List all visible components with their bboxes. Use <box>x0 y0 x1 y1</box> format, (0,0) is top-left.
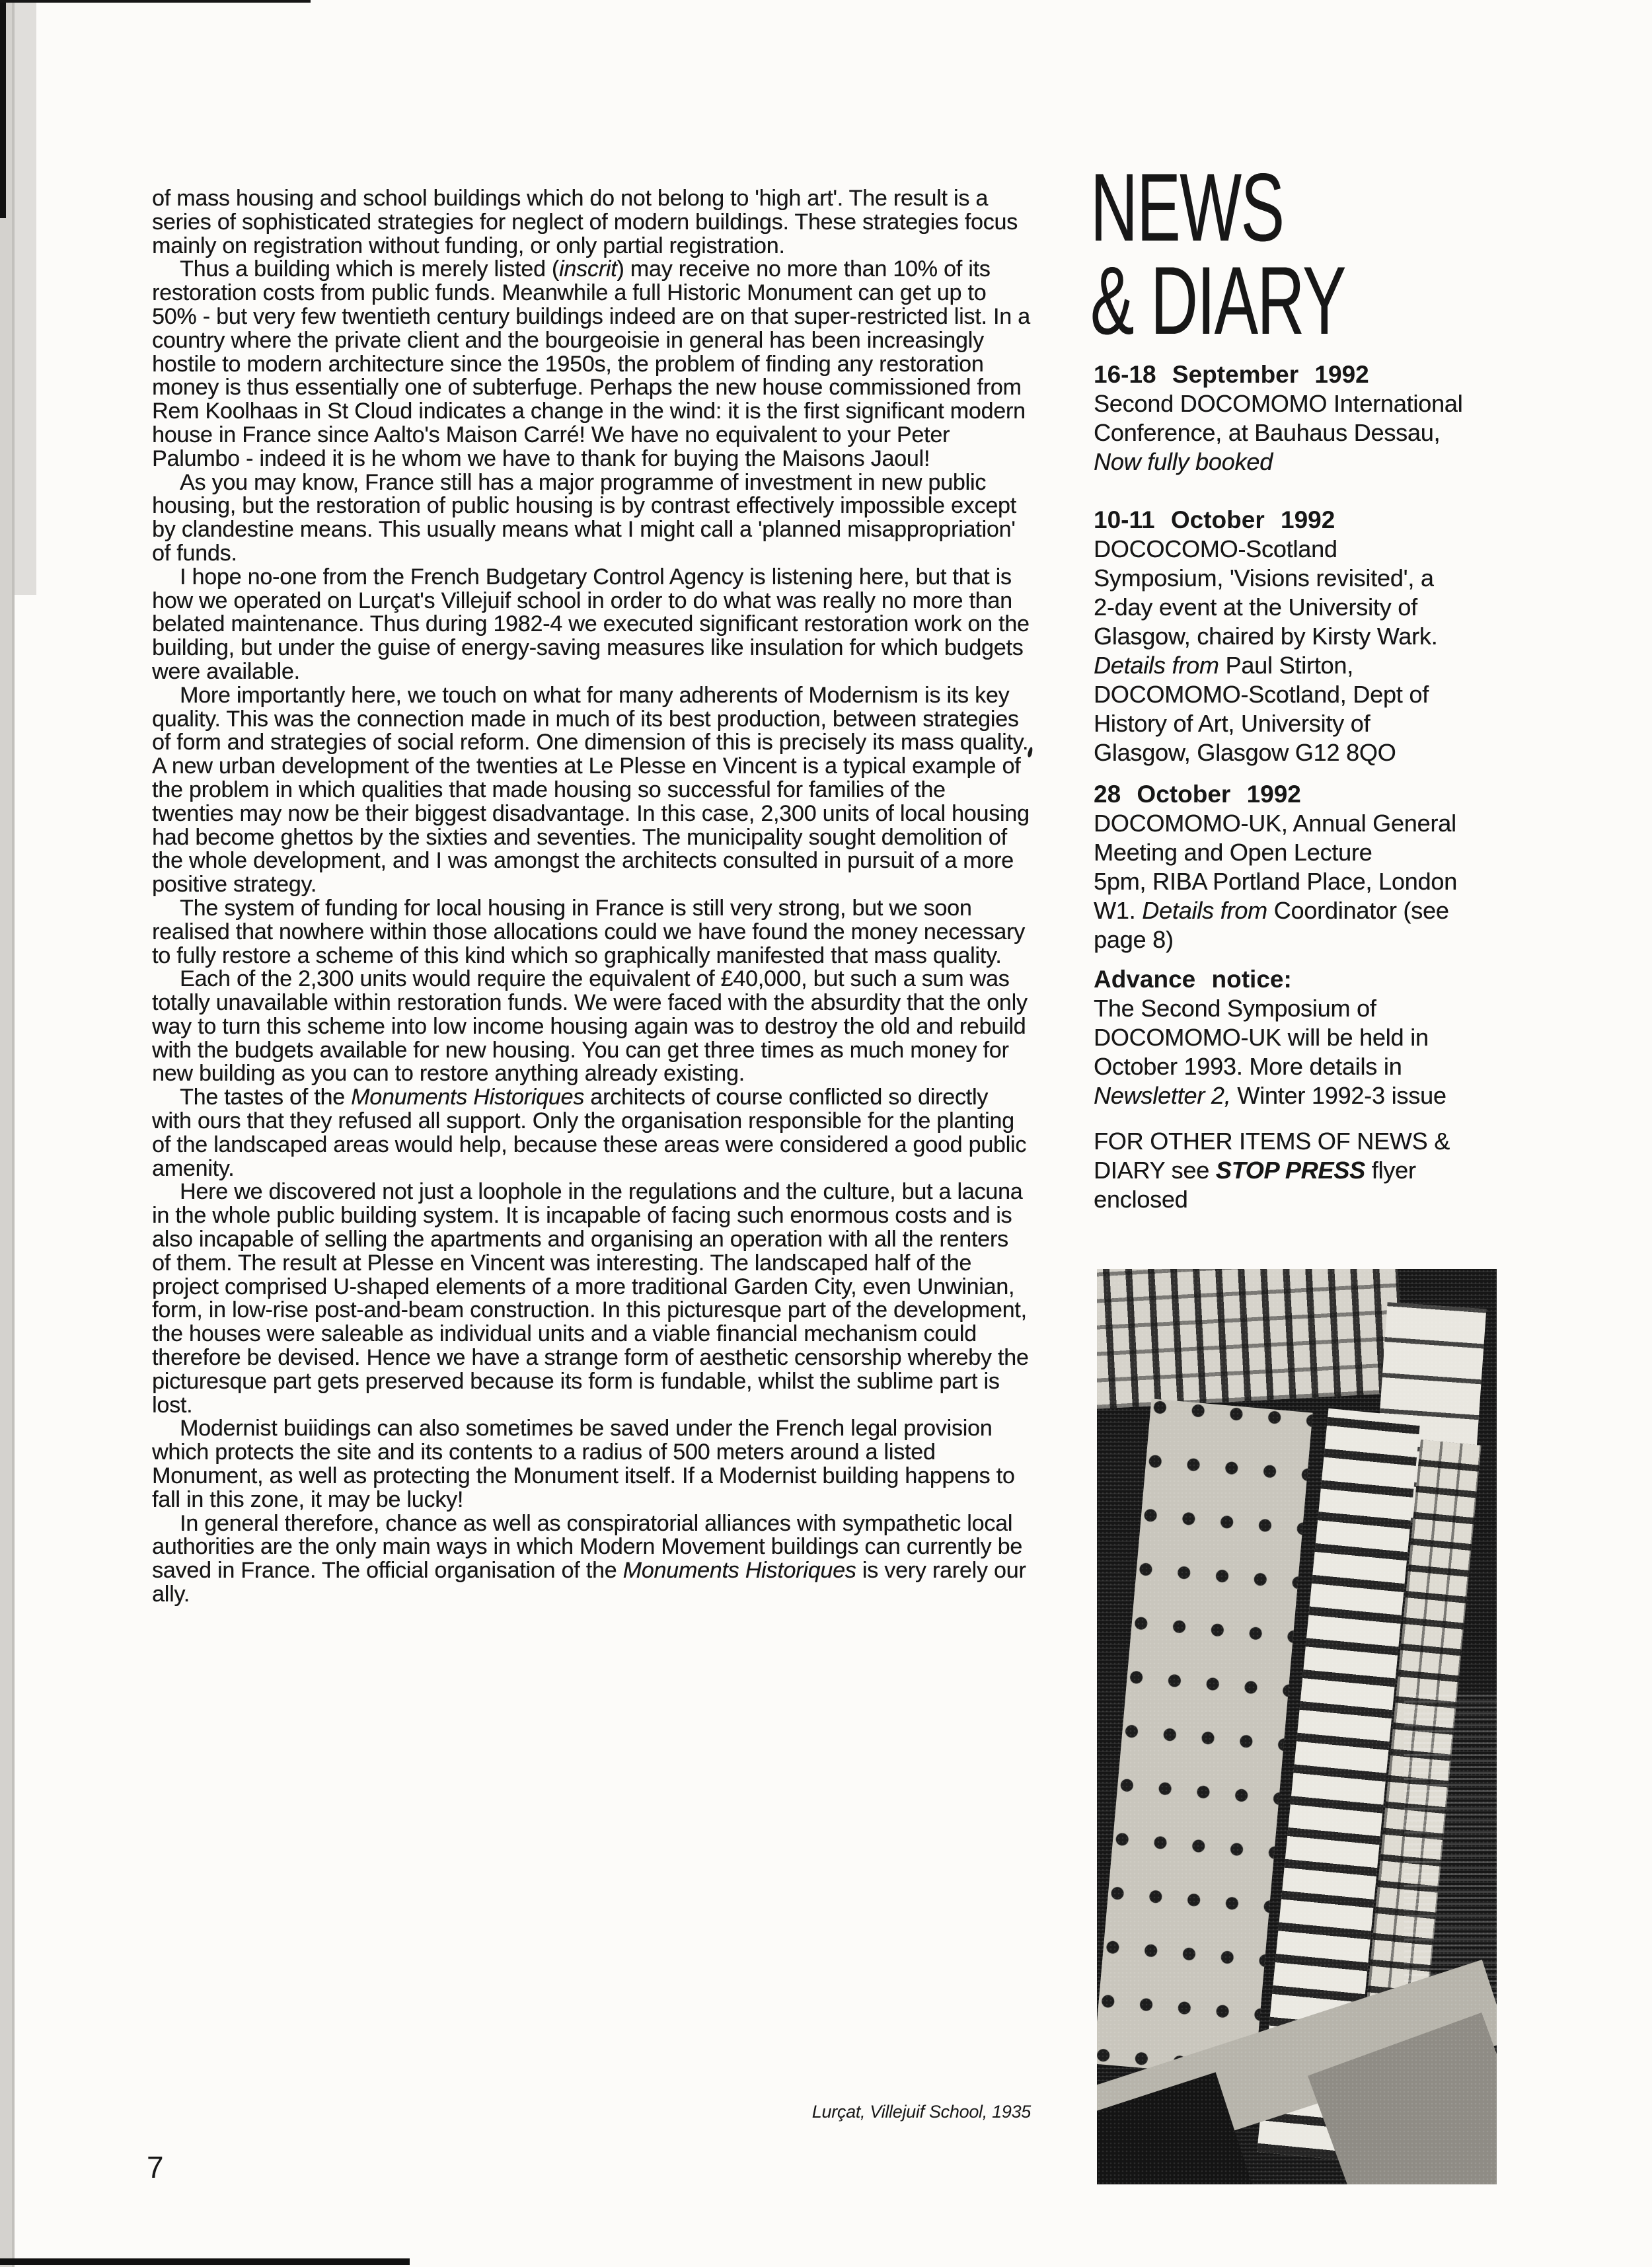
text-run: Winter 1992-3 issue <box>1230 1082 1446 1109</box>
diary-entry-line <box>1094 738 1523 767</box>
text-run: Symposium, 'Visions revisited', a <box>1094 564 1434 592</box>
text-run: 5pm, RIBA Portland Place, London <box>1094 868 1457 895</box>
text-run: Thus a building which is merely listed ( <box>180 256 560 282</box>
text-run: DIARY see <box>1094 1157 1216 1184</box>
page-number: 7 <box>147 2150 164 2184</box>
paragraph <box>152 684 1032 897</box>
diary-entry-line <box>1094 418 1523 447</box>
diary-entry <box>1094 780 1523 954</box>
diary-entry-date: 16-18 September 1992 <box>1094 361 1369 388</box>
text-run: DOCOMOMO-Scotland, Dept of <box>1094 681 1429 708</box>
text-run: History of Art, University of <box>1094 710 1370 737</box>
diary-entry-date: Advance notice: <box>1094 966 1292 993</box>
paragraph <box>152 1086 1032 1180</box>
diary-entry-line <box>1094 447 1523 477</box>
text-run: October 1993. More details in <box>1094 1053 1402 1080</box>
paragraph <box>152 968 1032 1086</box>
diary-entry-line <box>1094 593 1523 622</box>
diary-entry-date: 10-11 October 1992 <box>1094 506 1335 533</box>
text-run: is very rarely our ally. <box>152 1558 1026 1607</box>
text-run: Details from <box>1142 897 1267 924</box>
paragraph <box>152 471 1032 566</box>
sidebar-title-line-2: & DIARY <box>1090 247 1345 354</box>
scan-gutter-edge-line <box>12 0 15 2267</box>
diary-entry-line <box>1094 1081 1523 1110</box>
text-run: Conference, at Bauhaus Dessau, <box>1094 419 1441 446</box>
diary-entry <box>1094 965 1523 1110</box>
text-run: The tastes of the <box>180 1085 352 1110</box>
paragraph <box>152 897 1032 968</box>
diary-entry-line <box>1094 535 1523 564</box>
diary-entry-line <box>1094 709 1523 738</box>
text-run: The system of funding for local housing in France is still very strong, but we soon realised that nowhere within those allocations could we have found the money necessary to fully restore a scheme of this kind which so graphically manifested that mass quality. <box>152 895 1025 968</box>
diary-entry-line <box>1094 925 1523 954</box>
scan-edge-left-black <box>0 0 6 218</box>
diary-entry-line <box>1094 680 1523 709</box>
scan-edge-bottom-black <box>0 2258 410 2265</box>
diary-entry-date: 28 October 1992 <box>1094 781 1301 808</box>
diary-entry-line <box>1094 1023 1523 1052</box>
diary-entry-line <box>1094 1185 1523 1214</box>
text-run: STOP PRESS <box>1215 1157 1365 1184</box>
scan-gutter <box>0 0 13 2267</box>
text-run: I hope no-one from the French Budgetary Control Agency is listening here, but that is how we operated on Lurçat's Villejuif school in order to do what was really no more than belated maintenance. Thus during 1982-4 we executed significant restoration work on the building, but under the guise of energy-saving measures like insulation for which budgets were available. <box>152 564 1030 684</box>
text-run: enclosed <box>1094 1186 1188 1213</box>
text-run: flyer <box>1365 1157 1416 1184</box>
text-run: Here we discovered not just a loophole in the regulations and the culture, but a lacuna in the whole public building system. It is incapable of facing such enormous costs and is also incapable of selling the apartments and organising an operation with all the renters of them. The result at Plesse en Vincent was interesting. The landscaped half of the project comprised U-shaped elements of a more traditional Garden City, even Unwinian, form, in low-rise post-and-beam construction. In this picturesque part of the development, the houses were saleable as individual units and a viable financial mechanism could therefore be devised. Hence we have a strange form of aesthetic censorship whereby the picturesque part gets preserved because its form is fundable, whilst the sublime part is lost. <box>152 1179 1029 1418</box>
text-run: As you may know, France still has a major programme of investment in new public housing, but the restoration of public housing is by contrast effectively impossible except by clandestine means. This usually means what I might call a 'planned misappropriation' of funds. <box>152 469 1016 566</box>
text-run: More importantly here, we touch on what for many adherents of Modernism is its key quality. This was the connection made in much of its best production, between strategies of form and strategies of social reform. One dimension of this is precisely its mass quality. A new urban development of the twenties at Le Plesse en Vincent is a typical example of the problem in which qualities that made housing so successful for families of the twenties may now be their biggest disadvantage. In this case, 2,300 units of local housing had become ghettos by the sixties and seventies. The municipality sought demolition of the whole development, and I was amongst the architects consulted in pursuit of a more positive strategy. <box>152 682 1030 898</box>
text-run: Each of the 2,300 units would require the equivalent of £40,000, but such a sum was totally unavailable within restoration funds. We were faced with the absurdity that the only way to turn this scheme into low income housing again was to destroy the old and rebuild with the budgets available for new housing. You can get three times as much money for new building as you can to restore anything already existing. <box>152 966 1028 1087</box>
text-run: Details from <box>1094 652 1219 679</box>
diary-entry-line <box>1094 994 1523 1023</box>
diary-entry <box>1094 1127 1523 1214</box>
paragraph <box>152 1512 1032 1607</box>
text-run: FOR OTHER ITEMS OF NEWS & <box>1094 1128 1450 1155</box>
sidebar-title-line-1: NEWS <box>1090 153 1284 261</box>
paragraph <box>152 1180 1032 1417</box>
text-run: DOCOMOMO-UK will be held in <box>1094 1024 1429 1051</box>
diary-entry-line <box>1094 1127 1523 1156</box>
diary-entry-line <box>1094 1052 1523 1081</box>
text-run: of mass housing and school buildings which do not belong to 'high art'. The result is a series of sophisticated strategies for neglect of modern buildings. These strategies focus mainly on registration without funding, or only partial registration. <box>152 186 1018 258</box>
text-run: Second DOCOMOMO International <box>1094 390 1463 417</box>
paragraph <box>152 1417 1032 1512</box>
text-run: W1. <box>1094 897 1143 924</box>
text-run: Paul Stirton, <box>1219 652 1353 679</box>
diary-entry-line <box>1094 809 1523 838</box>
text-run: Newsletter 2, <box>1094 1082 1231 1109</box>
diary-entry <box>1094 506 1523 767</box>
text-run: Modernist buiidings can also sometimes be saved under the French legal provision which protects the site and its contents to a radius of 500 meters around a listed Monument, as well as protecting the Monument itself. If a Modernist building happens to fall in this zone, it may be lucky! <box>152 1416 1015 1512</box>
text-run: In general therefore, chance as well as conspiratorial alliances with sympathetic local authorities are the only main ways in which Modern Movement buildings can currently be saved in France. The official organisation of the <box>152 1510 1023 1584</box>
text-run: 2-day event at the University of <box>1094 594 1417 621</box>
diary-entry-line <box>1094 389 1523 418</box>
photo-halftone-dots <box>1097 1269 1497 2184</box>
text-run: Monuments Historiques <box>351 1085 585 1110</box>
diary-entry-line <box>1094 622 1523 651</box>
photo-caption: Lurçat, Villejuif School, 1935 <box>811 2102 1031 2122</box>
diary-entry <box>1094 360 1523 477</box>
text-run: Coordinator (see <box>1267 897 1449 924</box>
photo-villejuif-school <box>1097 1269 1497 2184</box>
paragraph <box>152 566 1032 684</box>
text-run: inscrit <box>559 256 617 282</box>
diary-entry-line <box>1094 867 1523 896</box>
text-run: Glasgow, Glasgow G12 8QO <box>1094 739 1396 766</box>
text-run: architects of course conflicted so directly with ours that they refused all support. Only the organisation responsible for the planting of the landscaped areas would help, because these areas were considered a good public amenity. <box>152 1085 1027 1181</box>
text-run: Monuments Historiques <box>622 1558 856 1584</box>
paragraph <box>152 258 1032 471</box>
text-run: Glasgow, chaired by Kirsty Wark. <box>1094 623 1438 650</box>
diary-entry-line <box>1094 1156 1523 1185</box>
text-run: DOCOMOMO-UK, Annual General <box>1094 810 1456 837</box>
diary-entry-line <box>1094 838 1523 867</box>
text-run: DOCOCOMO-Scotland <box>1094 535 1337 562</box>
diary-entry-line <box>1094 651 1523 680</box>
scan-edge-top-black <box>0 0 311 3</box>
paragraph <box>152 187 1032 258</box>
text-run: Meeting and Open Lecture <box>1094 839 1372 866</box>
diary-entry-line <box>1094 896 1523 925</box>
diary-entry-line <box>1094 564 1523 593</box>
article-column <box>152 187 1032 1607</box>
sidebar-title <box>1090 153 1345 354</box>
text-run: The Second Symposium of <box>1094 995 1376 1022</box>
text-run: Now fully booked <box>1094 448 1273 475</box>
text-run: page 8) <box>1094 926 1174 953</box>
text-run: ) may receive no more than 10% of its restoration costs from public funds. Meanwhile a full Historic Monument can get up to 50% - but very few twentieth century buildings indeed are on that super-restricted list. In a country where the private client and the bourgeoisie in general has been increasingly hostile to modern architecture since the 1950s, the problem of finding any restoration money is thus essentially one of subterfuge. Perhaps the new house commissioned from Rem Koolhaas in St Cloud indicates a change in the wind: it is the first significant modern house in France since Aalto's Maison Carré! We have no equivalent to your Peter Palumbo - indeed it is he whom we have to thank for buying the Maisons Jaoul! <box>152 256 1030 471</box>
